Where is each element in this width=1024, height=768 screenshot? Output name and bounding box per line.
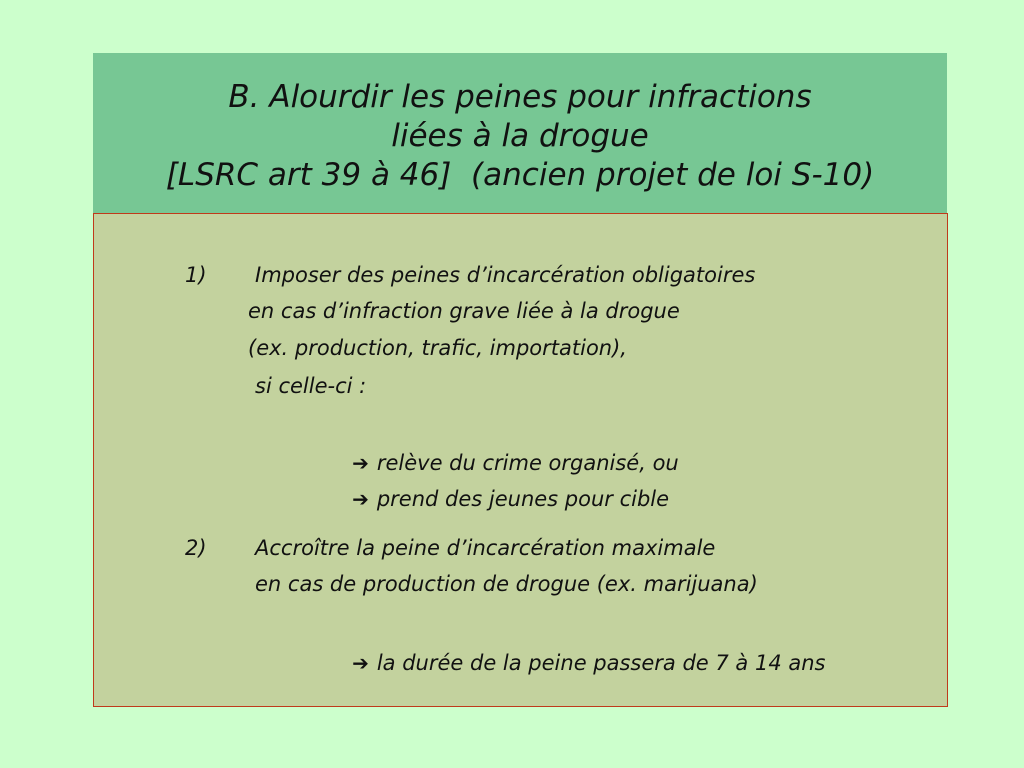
title-line-3: [LSRC art 39 à 46] (ancien projet de loi S-10) <box>165 156 875 193</box>
item-2-number: 2) <box>185 536 207 560</box>
item-1-line-4: si celle-ci : <box>255 374 367 398</box>
item-1-number: 1) <box>185 263 207 287</box>
item-1-line-3: (ex. production, trafic, importation), <box>248 336 627 360</box>
arrow-right-icon: ➔ <box>352 487 369 511</box>
item-1-bullet-2 <box>312 460 669 538</box>
arrow-right-icon: ➔ <box>352 451 369 475</box>
item-1-line-2: en cas d’infraction grave liée à la drogue <box>248 299 680 323</box>
item-2-line-1: Accroître la peine d’incarcération maximale <box>255 536 716 560</box>
item-2-line-2: en cas de production de drogue (ex. marijuana) <box>255 572 758 596</box>
item-1-bullet-2-text: prend des jeunes pour cible <box>376 487 670 511</box>
content-box <box>93 213 948 707</box>
title-line-2: liées à la drogue <box>391 117 649 154</box>
item-1-bullet-1-text: relève du crime organisé, ou <box>376 451 679 475</box>
title-box <box>93 53 947 213</box>
item-2-bullet-1-text: la durée de la peine passera de 7 à 14 ans <box>376 651 826 675</box>
item-2-bullet-1 <box>312 624 826 702</box>
title-line-1: B. Alourdir les peines pour infractions <box>228 78 812 115</box>
item-1-line-1: Imposer des peines d’incarcération obligatoires <box>255 263 756 287</box>
arrow-right-icon: ➔ <box>352 651 369 675</box>
